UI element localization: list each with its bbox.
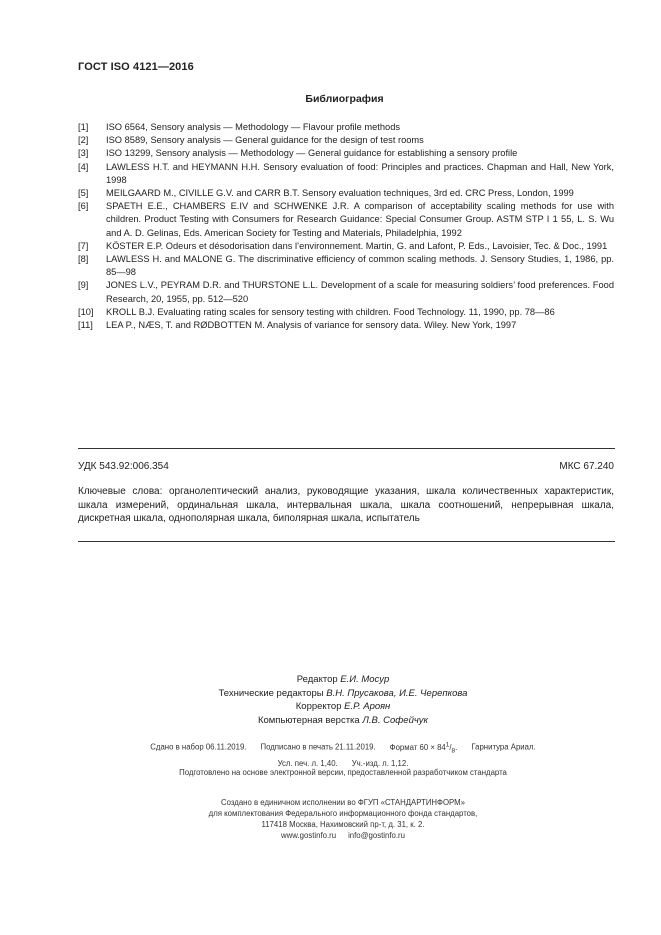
bibliography-item [78,134,614,147]
paper-format: Формат $60 \times 84^1/_8$. [389,741,458,755]
printed-sheets: Усл. печ. л. 1,40. [277,759,338,769]
credits-block [0,673,661,728]
credit-tech-editors [25,687,661,701]
bibliography-item [78,200,614,240]
credit-editor [25,673,661,687]
reference-text: LAWLESS H. and MALONE G. The discriminative efficiency of common scaling methods. J. Sensory Studies, 1, 1986, pp. 85—98 [106,254,614,278]
publisher-block [0,797,661,841]
credit-role: Корректор [295,701,342,713]
bibliography-title: Библиография [305,93,384,105]
reference-number: [10] [78,306,94,317]
bibliography-list [78,121,614,332]
reference-number: [3] [78,148,89,159]
bibliography-item [78,306,614,319]
typeface: Гарнитура Ариал. [471,742,536,752]
reference-number: [6] [78,201,89,212]
publisher-contacts [25,830,661,841]
bibliography-item [78,147,614,160]
divider-top [78,448,615,449]
keywords-label: Ключевые слова: [78,486,163,497]
reference-text: LAWLESS H.T. and HEYMANN H.H. Sensory evaluation of food: Principles and practices. Chapman and Hall, New York, 1998 [106,161,614,185]
bibliography-item [78,253,614,279]
credit-layout [25,714,661,728]
publisher-line-2: для комплектования Федерального информационного фонда стандартов, [208,809,478,818]
reference-text: ISO 6564, Sensory analysis — Methodology — Flavour profile methods [106,122,401,132]
credit-name: Е.И. Мосур [340,674,390,685]
reference-text: LEA P., NÆS, T. and RØDBOTTEN M. Analysis of variance for sensory data. Wiley. New York, 1997 [106,320,517,331]
credit-role: Технические редакторы [218,687,324,699]
reference-number: [8] [78,254,89,265]
credit-name: Е.Р. Ароян [344,701,391,713]
reference-text: MEILGAARD M., CIVILLE G.V. and CARR B.T. Sensory evaluation techniques, 3rd ed. CRC Press, London, 1999 [106,188,574,199]
reference-text: JONES L.V., PEYRAM D.R. and THURSTONE L.L. Development of a scale for measuring soldiers’ food preferences. Food Research, 20, 1955, pp. 512—520 [106,280,614,304]
print-info-block [0,738,661,770]
bibliography-item [78,187,614,200]
credit-name: В.Н. Прусакова, И.Е. Черепкова [326,687,468,699]
bibliography-item [78,161,614,187]
reference-number: [9] [78,280,89,291]
print-info-line-1 [25,738,661,757]
document-code-header: ГОСТ ISO 4121—2016 [78,61,194,73]
signed-date: Подписано в печать 21.11.2019. [260,742,376,752]
bibliography-item [78,319,614,332]
reference-text: KÖSTER E.P. Odeurs et désodorisation dans l’environnement. Martin, G. and Lafont, P. Eds., Lavoisier, Tec. & Doc., 1991 [106,240,608,251]
divider-bottom [78,541,615,542]
credit-role: Редактор [296,674,338,685]
prepared-note: Подготовлено на основе электронной версии, предоставленной разработчиком стандарта [179,768,507,777]
reference-text: ISO 8589, Sensory analysis — General guidance for the design of test rooms [106,135,424,146]
publisher-website: www.gostinfo.ru [281,831,337,840]
bibliography-item [78,279,614,305]
reference-number: [1] [78,122,89,132]
reference-text: SPAETH E.E., CHAMBERS E.IV and SCHWENKE J.R. A comparison of acceptability scaling methods for use with children. Product Testing with Consumers for Research Guidance: Special Consumer Group. ASTM STP I 1 55, L. S. Wu and A. D. Gelinas, Eds. American Society for Testing and Materials, Philadelphia, 1992 [106,201,614,238]
reference-number: [11] [78,320,93,331]
reference-number: [4] [78,161,89,172]
publisher-line-1: Создано в единичном исполнении во ФГУП «СТАНДАРТИНФОРМ» [221,798,465,807]
publisher-email: info@gostinfo.ru [348,831,405,840]
keywords-block [78,485,614,526]
edition-sheets: Уч.-изд. л. 1,12. [351,759,409,769]
reference-number: [2] [78,135,89,146]
bibliography-item [78,121,614,134]
reference-number: [5] [78,188,89,199]
bibliography-item [78,240,614,253]
credit-corrector [25,700,661,714]
reference-number: [7] [78,240,89,251]
credit-name: Л.В. Софейчук [362,715,429,727]
credit-role: Компьютерная верстка [257,715,360,727]
submitted-date: Сдано в набор 06.11.2019. [150,742,247,752]
reference-text: KROLL B.J. Evaluating rating scales for sensory testing with children. Food Technology. 11, 1990, pp. 78—86 [106,306,555,317]
mks-code: МКС 67.240 [559,461,614,472]
keywords-text: органолептический анализ, руководящие указания, шкала количественных характеристик, шкала измерений, ординальная шкала, интервальная шкала, шкала соотношений, непрерывная шкала, дискретная шкала, однополярная шкала, биполярная шкала, испытатель [78,486,614,525]
reference-text: ISO 13299, Sensory analysis — Methodology — General guidance for establishing a sensory profile [106,148,518,159]
publisher-line-3: 117418 Москва, Нахимовский пр-т, д. 31, к. 2. [261,820,425,829]
udc-code: УДК 543.92:006.354 [78,461,169,472]
